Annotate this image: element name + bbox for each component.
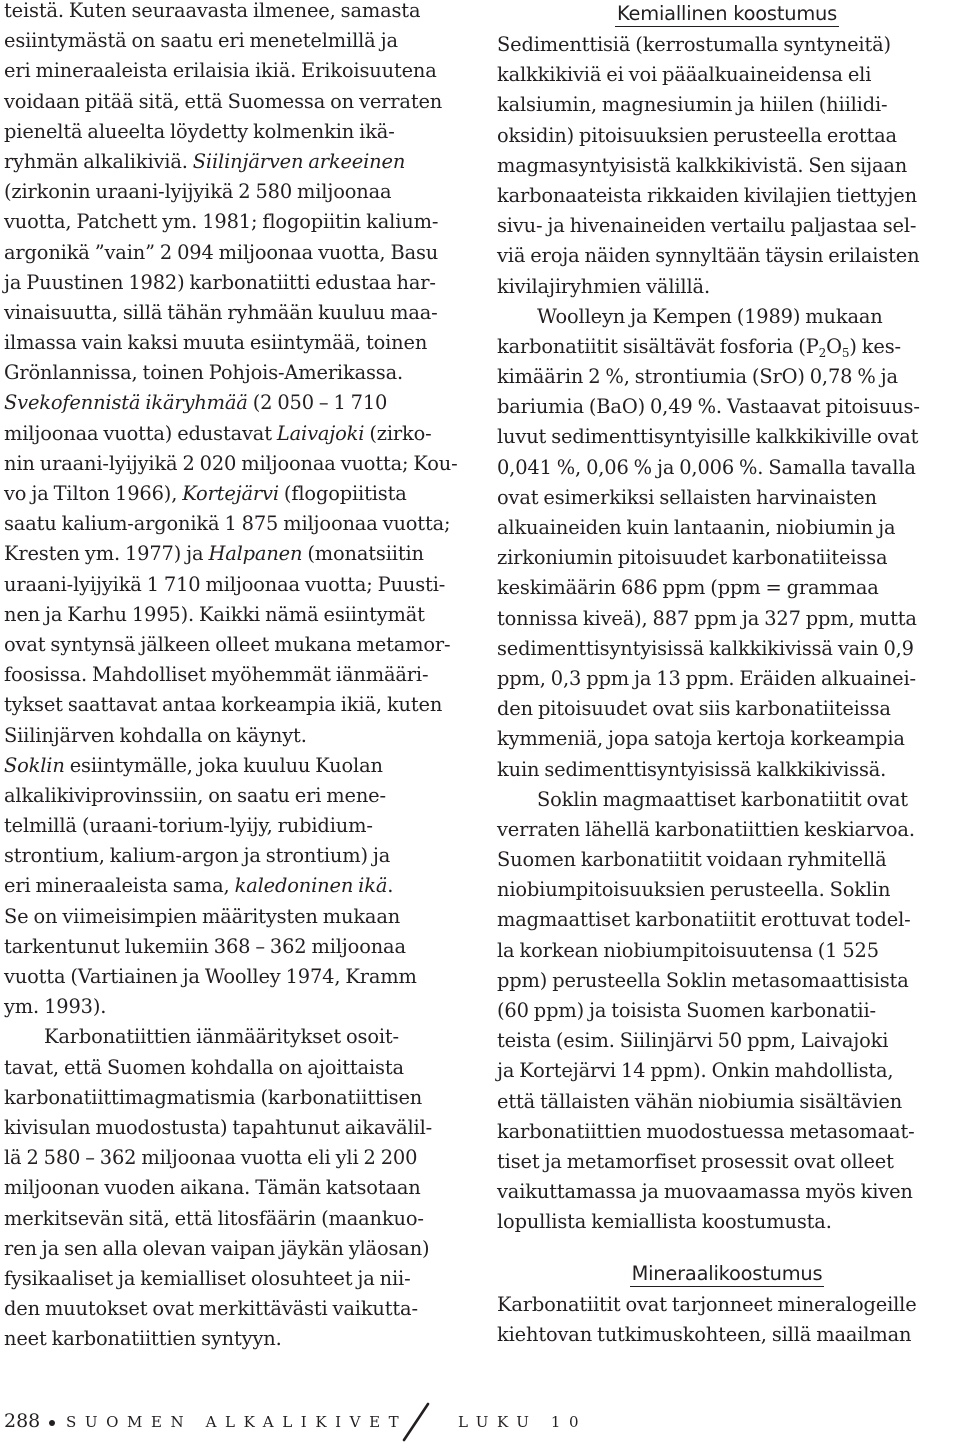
text-segment: kuin sedimenttisyntyisissä kalkkikivissä. (497, 757, 887, 781)
text-segment: (flogopiitista (278, 482, 407, 505)
text-segment: neet karbonatiittien syntyyn. (4, 1327, 282, 1351)
text-segment: Siilinjärven kohdalla on käynyt. (4, 723, 307, 747)
text-segment: den pitoisuudet ovat siis karbonatiiteissa (497, 697, 891, 721)
text-segment: ovat syntynsä jälkeen olleet mukana metamor- (4, 632, 451, 656)
left-column (4, 0, 464, 1354)
text-segment: pieneltä alueelta löydetty kolmenkin ikä- (4, 119, 395, 143)
text-line (4, 1294, 464, 1324)
italic-text: Soklin (4, 753, 65, 777)
italic-text: Kortejärvi (182, 482, 279, 505)
text-line (497, 1207, 957, 1237)
text-segment: eri mineraaleista sama, (4, 874, 235, 898)
text-line (4, 56, 464, 86)
text-line (4, 660, 464, 690)
text-line (497, 634, 957, 664)
text-segment: ym. 1993). (4, 995, 107, 1019)
text-line (4, 932, 464, 962)
text-segment: (2 050 – 1 710 (247, 391, 388, 415)
text-line (497, 483, 957, 513)
text-segment: nin uraani-lyijyikä 2 020 miljoonaa vuotta; Kou- (4, 451, 458, 475)
text-segment: la korkean niobiumpitoisuutensa (1 525 (497, 938, 879, 962)
text-line (4, 781, 464, 811)
text-segment: vo ja Tilton 1966), (4, 482, 183, 505)
text-segment: kymmeniä, jopa satoja kertoja korkeampia (497, 727, 905, 751)
text-segment: tonnissa kiveä), 887 ppm ja 327 ppm, mutta (497, 606, 917, 630)
text-line (497, 1320, 957, 1350)
text-line (497, 1290, 957, 1320)
text-segment: eri mineraaleista erilaisia ikiä. Erikoisuutena (4, 59, 437, 83)
text-segment: Karbonatiitit ovat tarjonneet mineralogeille (497, 1292, 917, 1316)
text-line (497, 966, 957, 996)
text-line (4, 207, 464, 237)
text-line (4, 388, 464, 418)
text-segment: saatu kalium-argonikä 1 875 miljoonaa vuotta; (4, 512, 451, 536)
text-segment: ppm) perusteella Soklin metasomaattisista (497, 968, 909, 992)
chapter-label: LUKU 10 (458, 1413, 588, 1431)
text-segment: tykset saattavat antaa korkeampia ikiä, kuten (4, 693, 443, 717)
text-line (4, 871, 464, 901)
text-segment: O (826, 334, 842, 358)
text-segment: ppm, 0,3 ppm ja 13 ppm. Eräiden alkuainei- (497, 666, 916, 690)
text-line (4, 539, 464, 569)
text-line (4, 1143, 464, 1173)
text-segment: uraani-lyijyikä 1 710 miljoonaa vuotta; Puusti- (4, 572, 446, 596)
text-segment: ryhmän alkalikiviä. (4, 149, 193, 173)
text-line (497, 875, 957, 905)
text-segment: karbonatiitit sisältävät fosforia (P (497, 334, 819, 358)
text-segment: foosissa. Mahdolliset myöhemmät iänmääri- (4, 663, 429, 687)
text-segment: (zirkonin uraani-lyijyikä 2 580 miljoonaa (4, 180, 392, 204)
text-line (4, 1204, 464, 1234)
text-line (497, 332, 957, 362)
text-segment: Sedimenttisiä (kerrostumalla syntyneitä) (497, 33, 891, 56)
text-segment: lopullista kemiallista koostumusta. (497, 1210, 832, 1234)
series-title: SUOMEN ALKALIKIVET (66, 1413, 408, 1431)
text-segment: lä 2 580 – 362 miljoonaa vuotta eli yli 2 200 (4, 1146, 418, 1170)
text-line (497, 513, 957, 543)
text-line (497, 936, 957, 966)
text-line (497, 422, 957, 452)
section-heading-mineral-text: Mineraalikoostumus (631, 1261, 823, 1285)
italic-text: Siilinjärven arkeeinen (192, 149, 406, 173)
text-segment: Woolleyn ja Kempen (1989) mukaan (537, 304, 883, 328)
text-line (4, 962, 464, 992)
text-line (4, 419, 464, 449)
text-line (497, 302, 957, 332)
page-footer (0, 1404, 960, 1444)
text-segment: strontium, kalium-argon ja strontium) ja (4, 844, 391, 868)
text-segment: vuotta, Patchett ym. 1981; flogopiitin kalium- (4, 210, 439, 234)
text-line (497, 1177, 957, 1207)
text-segment: kalkkikiviä ei voi pääalkuaineidensa eli (497, 63, 872, 87)
text-segment: magmaattiset karbonatiitit erottuvat todel- (497, 908, 911, 932)
text-segment: vuotta (Vartiainen ja Woolley 1974, Kramm (4, 965, 417, 988)
text-segment: vinaisuutta, sillä tähän ryhmään kuuluu maa- (4, 300, 438, 324)
text-segment: luvut sedimenttisyntyisille kalkkikiville ovat (497, 425, 919, 449)
text-segment: ilmassa vain kaksi muuta esiintymää, toinen (4, 331, 428, 355)
text-segment: alkalikiviprovinssiin, on saatu eri mene- (4, 783, 386, 807)
text-line (497, 60, 957, 90)
text-segment: karbonatiittimagmatismia (karbonatiittisen (4, 1085, 423, 1109)
text-line (497, 453, 957, 483)
text-line (497, 121, 957, 151)
text-line (497, 1147, 957, 1177)
text-segment: ja Kortejärvi 14 ppm). Onkin mahdollista, (497, 1059, 894, 1083)
text-line (4, 721, 464, 751)
text-line (497, 1056, 957, 1086)
text-segment: den muutokset ovat merkittävästi vaikutta- (4, 1297, 418, 1321)
text-line (4, 449, 464, 479)
text-segment: oksidin) pitoisuuksien perusteella erottaa (497, 123, 897, 147)
text-line (497, 241, 957, 271)
italic-text: Laivajoki (276, 421, 365, 445)
text-line (4, 238, 464, 268)
text-segment: esiintymälle, joka kuuluu Kuolan (64, 753, 383, 777)
footer-bullet (49, 1420, 55, 1426)
chemical-section-body (497, 30, 957, 1238)
text-line (4, 841, 464, 871)
text-line (497, 272, 957, 302)
text-line (497, 604, 957, 634)
text-segment: magmasyntyisistä kalkkikivistä. Sen sijaan (497, 153, 908, 177)
text-line (497, 211, 957, 241)
text-segment: alkuaineiden kuin lantaanin, niobiumin ja (497, 516, 896, 539)
text-segment: kimäärin 2 %, strontiumia (SrO) 0,78 % ja (497, 365, 898, 389)
mineral-section-body (497, 1290, 957, 1350)
text-segment: Se on viimeisimpien määritysten mukaan (4, 904, 401, 928)
text-segment: karbonaateista rikkaiden kivilajien tiettyjen (497, 183, 917, 207)
text-line (4, 600, 464, 630)
text-line (497, 573, 957, 603)
text-line (4, 298, 464, 328)
slash-separator (398, 1402, 438, 1444)
text-line (497, 1087, 957, 1117)
text-segment: Karbonatiittien iänmääritykset osoit- (44, 1025, 399, 1049)
text-line (497, 543, 957, 573)
text-segment: bariumia (BaO) 0,49 %. Vastaavat pitoisuus- (497, 395, 920, 419)
text-segment: zirkoniumin pitoisuudet karbonatiiteissa (497, 546, 888, 570)
text-line (497, 1117, 957, 1147)
page-number: 288 (4, 1410, 41, 1432)
text-segment: miljoonan vuoden aikana. Tämän katsotaan (4, 1176, 421, 1200)
text-line (497, 815, 957, 845)
text-line (497, 724, 957, 754)
text-line (497, 151, 957, 181)
subscript: 5 (841, 345, 850, 360)
text-segment: . (387, 874, 394, 898)
text-line (4, 1053, 464, 1083)
right-column (497, 0, 957, 1350)
subscript: 2 (818, 345, 827, 360)
italic-text: Halpanen (208, 542, 303, 566)
text-line (4, 902, 464, 932)
text-segment: fysikaaliset ja kemialliset olosuhteet ja nii- (4, 1266, 411, 1290)
text-segment: sivu- ja hivenaineiden vertailu paljastaa sel- (497, 214, 917, 238)
text-line (497, 664, 957, 694)
text-segment: että tällaisten vähän niobiumia sisältävien (497, 1089, 903, 1113)
text-segment: tiset ja metamorfiset prosessit ovat olleet (497, 1149, 894, 1173)
text-line (497, 392, 957, 422)
text-line (4, 479, 464, 509)
text-line (4, 328, 464, 358)
italic-text: kaledoninen ikä (234, 874, 388, 898)
text-line (497, 1026, 957, 1056)
text-line (497, 30, 957, 60)
text-segment: kalsiumin, magnesiumin ja hiilen (hiilidi- (497, 93, 888, 117)
text-segment: Grönlannissa, toinen Pohjois-Amerikassa. (4, 361, 404, 385)
text-segment: miljoonaa vuotta) edustavat (4, 421, 277, 445)
text-segment: ren ja sen alla olevan vaipan jäykän yläosan) (4, 1236, 430, 1260)
text-line (497, 90, 957, 120)
text-segment: (zirko- (364, 421, 432, 445)
text-line (4, 1324, 464, 1354)
text-line (497, 362, 957, 392)
text-line (497, 755, 957, 785)
italic-text: Svekofennistä ikäryhmää (4, 391, 248, 415)
text-segment: teistä. Kuten seuraavasta ilmenee, samasta (4, 0, 421, 22)
text-line (4, 1264, 464, 1294)
text-line (4, 1173, 464, 1203)
section-heading-chemical-text: Kemiallinen koostumus (616, 2, 837, 25)
text-line (497, 181, 957, 211)
text-line (4, 811, 464, 841)
text-line (4, 26, 464, 56)
text-segment: tarkentunut lukemiin 368 – 362 miljoonaa (4, 934, 406, 958)
text-line (4, 1234, 464, 1264)
text-segment: merkitsevän sitä, että litosfäärin (maankuo- (4, 1206, 424, 1230)
text-line (4, 268, 464, 298)
section-heading-chemical (497, 0, 957, 30)
text-segment: ja Puustinen 1982) karbonatiitti edustaa har- (4, 270, 436, 294)
text-segment: viä eroja näiden synnyltään täysin erilaisten (497, 244, 920, 268)
text-segment: telmillä (uraani-torium-lyijy, rubidium- (4, 814, 373, 838)
text-segment: Suomen karbonatiitit voidaan ryhmitellä (497, 848, 887, 872)
text-line (4, 177, 464, 207)
text-line (4, 690, 464, 720)
text-segment: niobiumpitoisuuksien perusteella. Soklin (497, 878, 891, 902)
text-line (4, 630, 464, 660)
text-segment: voidaan pitää sitä, että Suomessa on verraten (4, 89, 443, 113)
text-segment: ovat esimerkiksi sellaisten harvinaisten (497, 485, 877, 509)
text-line (497, 785, 957, 815)
text-segment: teista (esim. Siilinjärvi 50 ppm, Laivajoki (497, 1029, 889, 1053)
text-segment: esiintymästä on saatu eri menetelmillä ja (4, 29, 398, 53)
text-segment: kivisulan muodostusta) tapahtunut aikavälil- (4, 1115, 433, 1139)
text-segment: 0,041 %, 0,06 % ja 0,006 %. Samalla tavalla (497, 455, 916, 479)
text-segment: keskimäärin 686 ppm (ppm = grammaa (497, 576, 879, 600)
text-segment: vaikuttamassa ja muovaamassa myös kiven (497, 1180, 913, 1204)
text-line (4, 992, 464, 1022)
text-line (4, 117, 464, 147)
text-line (4, 87, 464, 117)
text-segment: (monatsiitin (302, 542, 424, 566)
text-line (4, 1113, 464, 1143)
text-line (4, 0, 464, 26)
text-line (497, 845, 957, 875)
text-line (4, 751, 464, 781)
text-line (4, 509, 464, 539)
text-segment: kivilajiryhmien välillä. (497, 274, 710, 298)
text-segment: Soklin magmaattiset karbonatiitit ovat (537, 787, 908, 811)
text-line (497, 905, 957, 935)
text-segment: verraten lähellä karbonatiittien keskiarvoa. (497, 817, 915, 841)
text-line (4, 570, 464, 600)
text-segment: ) kes- (849, 334, 901, 358)
text-segment: (60 ppm) ja toisista Suomen karbonatii- (497, 999, 876, 1022)
text-line (4, 147, 464, 177)
text-segment: argonikä ”vain” 2 094 miljoonaa vuotta, Basu (4, 240, 439, 264)
text-segment: Kresten ym. 1977) ja (4, 542, 209, 566)
section-heading-mineral (497, 1260, 957, 1290)
text-line (497, 996, 957, 1026)
text-segment: karbonatiittien muodostuessa metasomaat- (497, 1119, 915, 1143)
text-segment: sedimenttisyntyisissä kalkkikivissä vain 0,9 (497, 636, 914, 660)
text-line (4, 1083, 464, 1113)
text-segment: kiehtovan tutkimuskohteen, sillä maailman (497, 1322, 912, 1346)
text-line (4, 1022, 464, 1052)
text-line (4, 358, 464, 388)
text-segment: nen ja Karhu 1995). Kaikki nämä esiintymät (4, 602, 425, 626)
text-line (497, 694, 957, 724)
text-segment: tavat, että Suomen kohdalla on ajoittaista (4, 1055, 404, 1079)
